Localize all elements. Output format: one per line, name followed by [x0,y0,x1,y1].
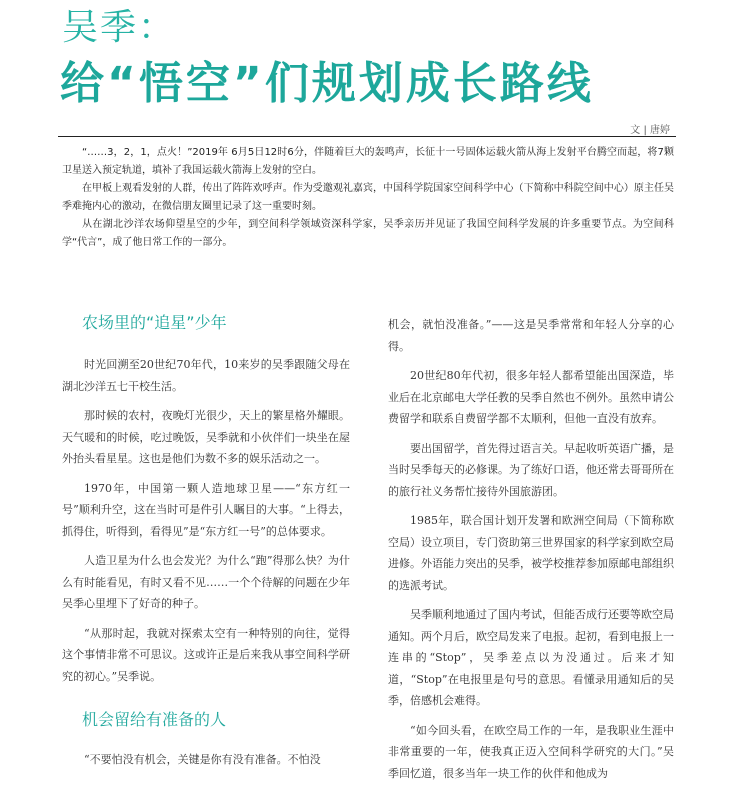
body-paragraph: 1970年，中国第一颗人造地球卫星——“东方红一号”顺利升空，这在当时可是件引人瞩目的大事。“上得去，抓得住，听得到，看得见”是“东方红一号”的总体要求。 [62,481,350,538]
body-paragraph: 20世纪80年代初，很多年轻人都希望能出国深造，毕业后在北京邮电大学任教的吴季自然也不例外。虽然申请公费留学和联系自费留学都不太顺利，但他一直没有放弃。 [388,369,674,425]
intro-paragraph: “……3，2，1，点火！”2019年 6月5日12时6分，伴随着巨大的轰鸣声，长征十一号固体运载火箭从海上发射平台腾空而起，将7颗卫星送入预定轨道，填补了我国运载火箭海上发射的空白。 [62,147,674,176]
article-kicker: 吴季： [62,7,177,48]
intro-block [62,144,674,252]
intro-paragraph: 从在湖北沙洋农场仰望星空的少年，到空间科学领域资深科学家，吴季亲历并见证了我国空间科学发展的许多重要节点。为空间科学“代言”，成了他日常工作的一部分。 [62,219,674,248]
section-title-opportunity: 机会留给有准备的人 [82,710,227,729]
body-paragraph: 人造卫星为什么也会发光？为什么“跑”得那么快？为什么有时能看见，有时又看不见……一个个待解的问题在少年吴季心里埋下了好奇的种子。 [62,554,350,610]
body-paragraph: “不要怕没有机会，关键是你有没有准备。不怕没 [84,753,321,766]
body-paragraph: 吴季顺利地通过了国内考试，但能否成行还要等欧空局通知。两个月后，欧空局发来了电报。起初，看到电报上一连串的“Stop”，吴季差点以为没通过。后来才知道，“Stop”在电报里是句号的意思。看懂录用通知后的吴季，倍感机会难得。 [388,608,674,707]
article-headline: 给“悟空”们规划成长路线 [60,58,594,109]
body-paragraph: “如今回头看，在欧空局工作的一年，是我职业生涯中非常重要的一年，使我真正迈入空间科学研究的大门。”吴季回忆道，很多当年一块工作的伙伴和他成为 [388,723,674,780]
intro-paragraph: 在甲板上观看发射的人群，传出了阵阵欢呼声。作为受邀观礼嘉宾，中国科学院国家空间科学中心（下简称中科院空间中心）原主任吴季难掩内心的激动，在微信朋友圈里记录了这一重要时刻。 [62,183,674,212]
body-paragraph-continued: 机会，就怕没准备。”——这是吴季常常和年轻人分享的心得。 [388,318,674,353]
byline: 文 | 唐婷 [630,125,670,136]
header-divider [58,136,676,137]
body-paragraph: “从那时起，我就对探索太空有一种特别的向往，觉得这个事情非常不可思议。这或许正是后来我从事空间科学研究的初心。”吴季说。 [62,626,350,683]
body-paragraph: 要出国留学，首先得过语言关。早起收听英语广播，是当时吴季每天的必修课。为了练好口语，他还常去哥哥所在的旅行社义务帮忙接待外国旅游团。 [388,441,674,498]
body-paragraph: 时光回溯至20世纪70年代，10来岁的吴季跟随父母在湖北沙洋五七干校生活。 [62,358,350,393]
section-title-farm-stargazer: 农场里的“追星”少年 [82,313,227,332]
body-paragraph: 1985年，联合国计划开发署和欧洲空间局（下简称欧空局）设立项目，专门资助第三世界国家的科学家到欧空局进修。外语能力突出的吴季，被学校推荐参加原邮电部组织的选派考试。 [388,514,674,592]
body-paragraph: 那时候的农村，夜晚灯光很少，天上的繁星格外耀眼。天气暖和的时候，吃过晚饭，吴季就和小伙伴们一块坐在屋外抬头看星星。这也是他们为数不多的娱乐活动之一。 [62,409,350,465]
left-column [62,312,350,779]
right-column [388,314,674,792]
